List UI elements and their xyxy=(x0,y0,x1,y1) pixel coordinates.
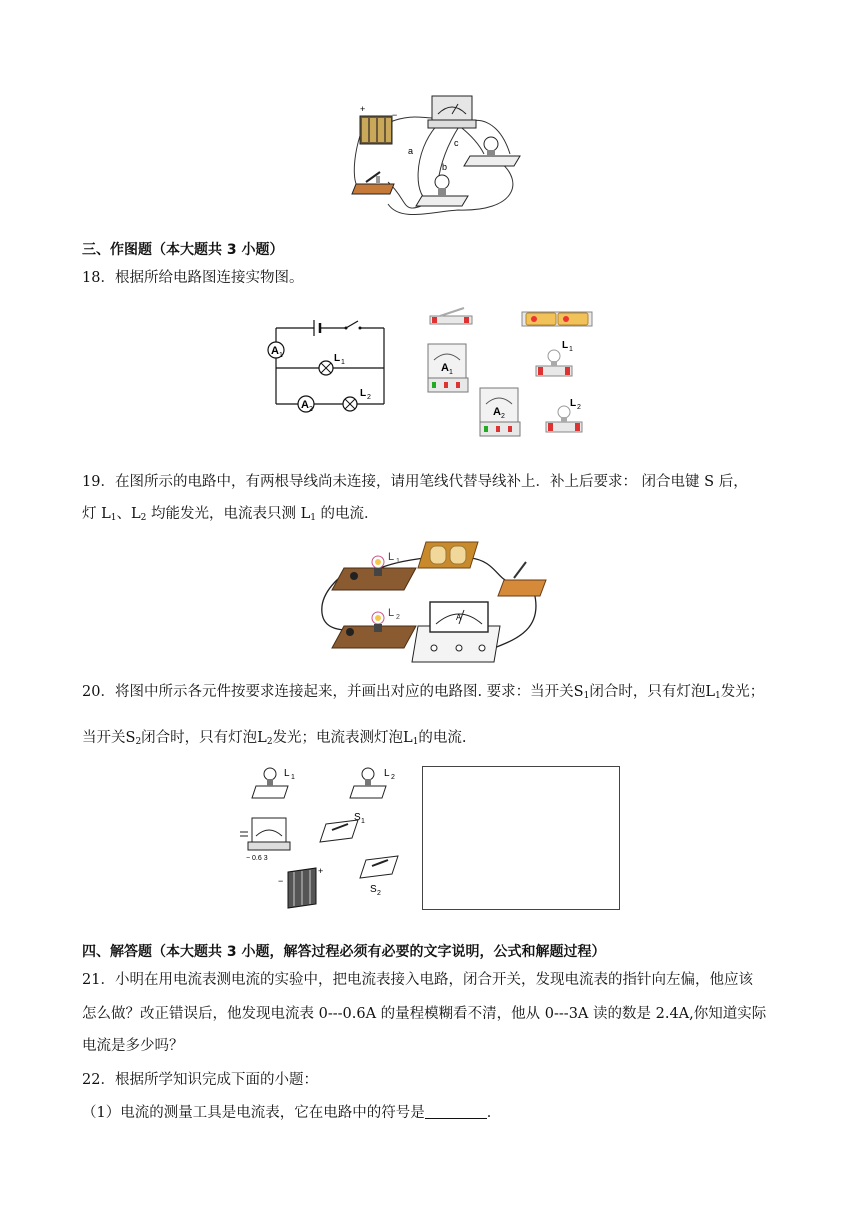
q20-text-1a: 20．将图中所示各元件按要求连接起来，并画出对应的电路图. 要求：当开关S xyxy=(82,684,584,700)
q21-line-2: 怎么做？改正错误后，他发现电流表 0---0.6A 的量程模糊看不清，他从 0---3A 读的数是 2.4A,你知道实际 xyxy=(82,1006,767,1022)
q20-sub-2b: 2 xyxy=(266,737,273,747)
ammeter-icon xyxy=(428,96,476,128)
q19-line-2 xyxy=(82,504,379,528)
wire-c-label: c xyxy=(454,138,459,148)
q22-answer-blank[interactable] xyxy=(425,1104,487,1119)
ammeter-icon xyxy=(240,818,290,850)
q20-l1-sub: 1 xyxy=(291,774,295,781)
q18-circuit-diagram xyxy=(262,318,402,412)
q19-text-b: 、L xyxy=(116,506,141,522)
l2-sub: 2 xyxy=(367,394,371,401)
q19-sub-3: 1 xyxy=(310,513,316,523)
q19-text-a: 灯 L xyxy=(82,506,111,522)
battery-icon xyxy=(522,312,592,326)
q20-text-1c: 发光； xyxy=(720,684,765,700)
q20-text-2d: 的电流. xyxy=(418,730,467,746)
q20-line-1 xyxy=(82,682,764,706)
lamp-icon xyxy=(464,137,520,166)
lamp-l1-icon xyxy=(252,768,288,798)
switch-icon xyxy=(430,308,472,324)
q18-components-figure xyxy=(424,304,604,440)
q20-text-1b: 闭合时，只有灯泡L xyxy=(589,684,715,700)
ammeter-icon xyxy=(412,602,500,662)
q22-sub-1-text: （1）电流的测量工具是电流表，它在电路中的符号是 xyxy=(82,1105,425,1121)
l1-label: L xyxy=(334,353,341,364)
lamp-icon xyxy=(416,175,468,206)
q20-sub-1b: 1 xyxy=(714,691,721,701)
battery-icon xyxy=(288,868,316,908)
q21-line-1: 21．小明在用电流表测电流的实验中，把电流表接入电路，闭合开关，发现电流表的指针向左偏，他应该 xyxy=(82,972,753,988)
q20-s2-label: S xyxy=(370,884,377,895)
q20-batt-minus: − xyxy=(278,876,284,886)
lamp-l2-icon xyxy=(350,768,386,798)
part-l1-label: L xyxy=(562,340,569,351)
q19-l2-sub: 2 xyxy=(396,614,400,621)
battery-pack-icon xyxy=(360,116,392,144)
lamp-l1-icon xyxy=(536,350,572,376)
switch-icon xyxy=(352,172,394,194)
q19-circuit-figure xyxy=(314,540,548,664)
battery-plus-label: + xyxy=(360,104,366,114)
q20-l2-sub: 2 xyxy=(391,774,395,781)
q19-sub-1: 1 xyxy=(110,513,117,523)
q20-l2-label: L xyxy=(384,768,390,779)
lamp-l1-symbol xyxy=(319,361,333,375)
q17-circuit-figure xyxy=(350,92,530,228)
q20-line-2 xyxy=(82,728,467,752)
q20-text-2a: 当开关S xyxy=(82,730,136,746)
q19-sub-2: 2 xyxy=(140,513,147,523)
q20-components-figure xyxy=(236,764,412,912)
switch-icon xyxy=(498,562,546,596)
part-a1-sub: 1 xyxy=(449,369,453,376)
a2-label: A xyxy=(301,399,309,411)
lamp-l2-symbol xyxy=(343,397,357,411)
a2-sub: 2 xyxy=(309,406,313,413)
q20-text-2c: 发光；电流表测灯泡L xyxy=(272,730,413,746)
part-a2-label: A xyxy=(493,406,501,418)
part-l1-sub: 1 xyxy=(569,346,573,353)
q19-meter-label: A xyxy=(456,613,462,622)
a1-label: A xyxy=(271,345,279,357)
q19-text-c: 均能发光，电流表只测 L xyxy=(146,506,311,522)
switch-s1-icon xyxy=(320,820,358,842)
q18-text: 18．根据所给电路图连接实物图。 xyxy=(82,270,304,286)
q19-l2-label: L xyxy=(388,607,395,619)
wire-b-label: b xyxy=(442,162,448,172)
section-3-heading: 三、作图题（本大题共 3 小题） xyxy=(82,242,284,258)
q19-l1-label: L xyxy=(388,551,395,563)
q20-s2-sub: 2 xyxy=(377,890,381,897)
q22-line-1: 22．根据所学知识完成下面的小题： xyxy=(82,1072,318,1088)
q19-text-d: 的电流． xyxy=(315,506,379,522)
battery-minus-label: − xyxy=(392,110,398,120)
battery-icon xyxy=(418,542,478,568)
q20-sub-1a: 1 xyxy=(583,691,590,701)
q20-meter-scale: − 0.6 3 xyxy=(246,855,268,862)
q20-s1-label: S xyxy=(354,812,361,823)
l2-label: L xyxy=(360,388,367,399)
q20-text-2b: 闭合时，只有灯泡L xyxy=(141,730,267,746)
switch-s2-icon xyxy=(360,856,398,878)
q20-sub-2a: 2 xyxy=(135,737,142,747)
lamp-l2-icon xyxy=(332,612,416,648)
a1-sub: 1 xyxy=(279,352,283,359)
q20-s1-sub: 1 xyxy=(361,818,365,825)
part-l2-sub: 2 xyxy=(577,404,581,411)
q19-l1-sub: 1 xyxy=(396,558,400,565)
q22-sub-1 xyxy=(82,1103,501,1123)
part-a2-sub: 2 xyxy=(501,413,505,420)
part-l2-label: L xyxy=(570,398,577,409)
part-a1-label: A xyxy=(441,362,449,374)
q20-l1-label: L xyxy=(284,768,290,779)
q20-drawing-box[interactable] xyxy=(422,766,620,910)
q21-line-3: 电流是多少吗？ xyxy=(82,1038,184,1054)
section-4-heading: 四、解答题（本大题共 3 小题，解答过程必须有必要的文字说明，公式和解题过程） xyxy=(82,944,606,960)
q20-sub-2c: 1 xyxy=(412,737,419,747)
q19-line-1: 19．在图所示的电路中，有两根导线尚未连接，请用笔线代替导线补上．补上后要求： 闭合电键 S 后， xyxy=(82,474,748,490)
q22-sub-1-end: ． xyxy=(486,1105,502,1121)
q20-batt-plus: + xyxy=(318,866,324,876)
wire-a-label: a xyxy=(408,146,414,156)
l1-sub: 1 xyxy=(341,359,345,366)
